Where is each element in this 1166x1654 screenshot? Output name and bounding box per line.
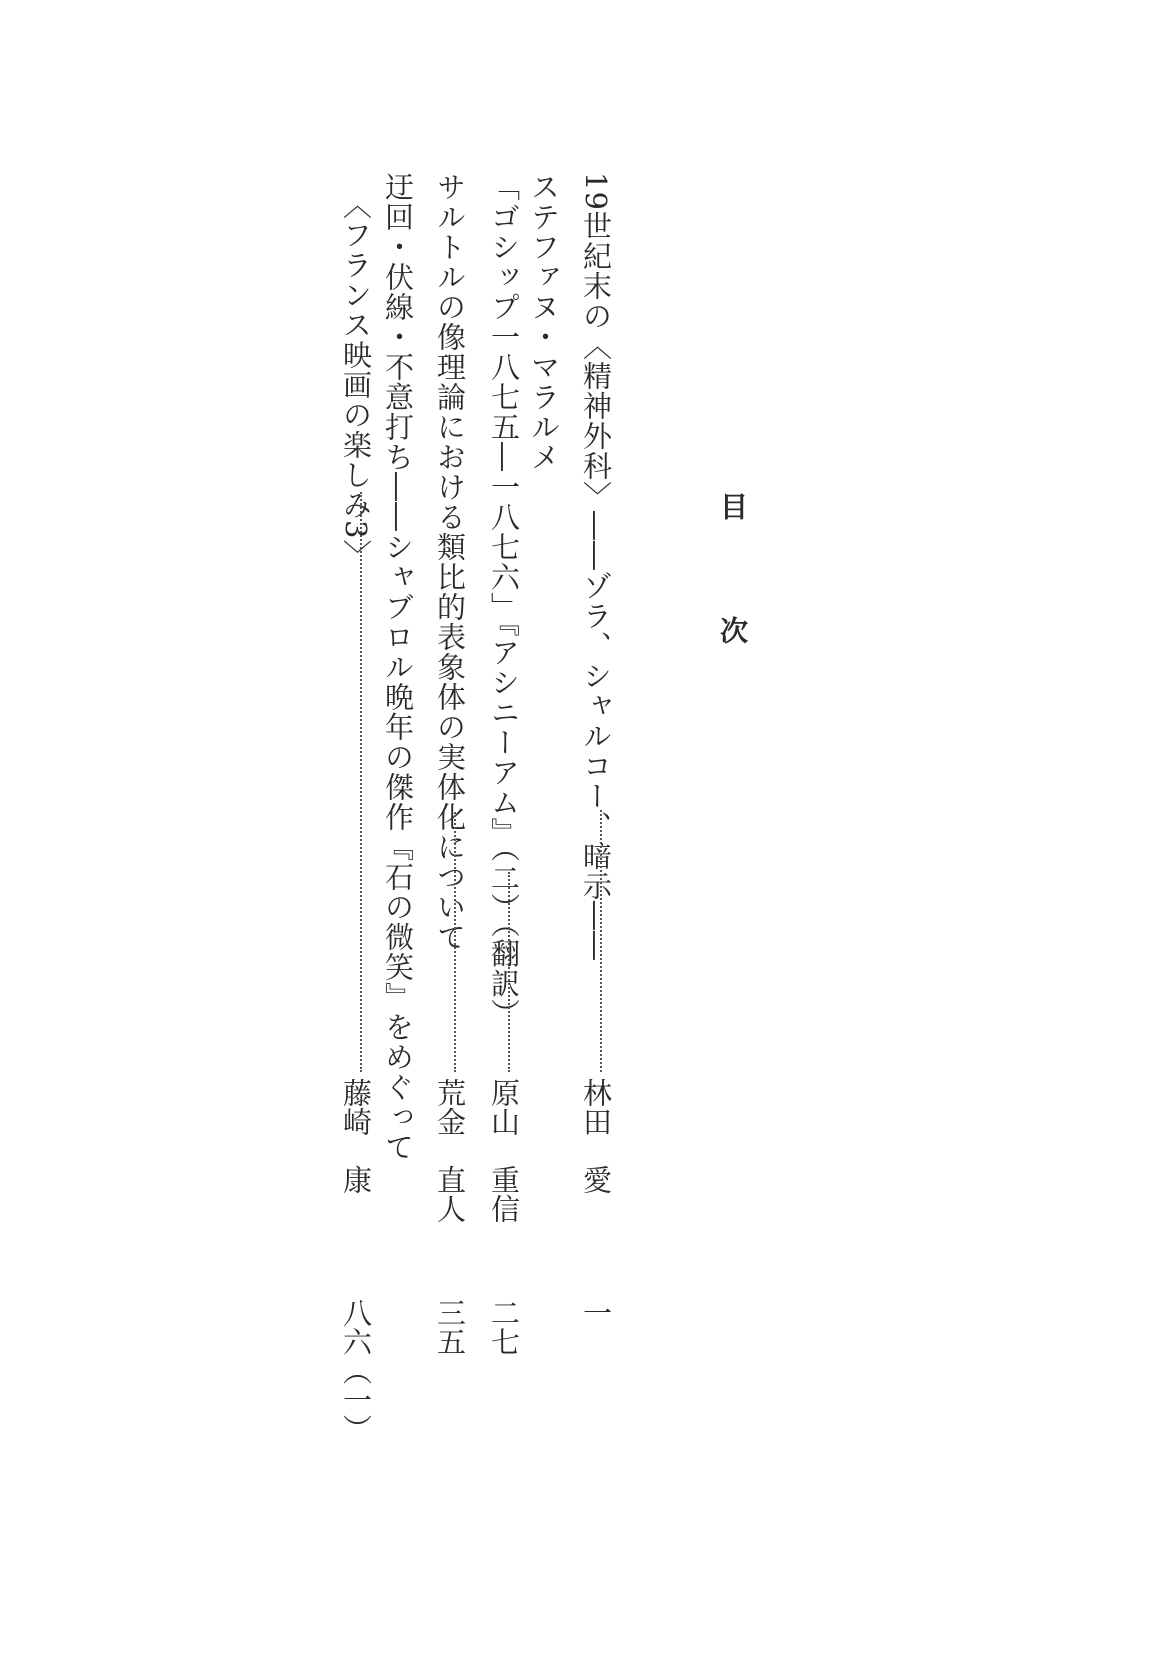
toc-entry-3-page: 三五	[433, 1298, 467, 1356]
toc-entry-2-title-line2: 「ゴシップ一八七五―一八七六」『アシニーアム』（二）（翻訳）	[487, 172, 521, 1029]
toc-entry-4-title-line1: 迂回・伏線・不意打ち――シャブロル晩年の傑作『石の微笑』をめぐって	[381, 172, 415, 1162]
toc-entry-2-author: 原山 重信	[487, 1078, 521, 1223]
toc-entry-2-title-line1: ステファヌ・マラルメ	[527, 172, 561, 472]
toc-entry-2-page: 二七	[487, 1298, 521, 1356]
toc-entry-1-author: 林田 愛	[579, 1078, 613, 1194]
page-title: 目 次	[716, 492, 749, 678]
toc-entry-4-page: 八六（一）	[339, 1298, 373, 1443]
toc-entry-1-leader	[600, 810, 602, 1072]
toc-entry-3-leader	[454, 812, 456, 1072]
toc-entry-3-author: 荒金 直人	[433, 1078, 467, 1223]
toc-entry-4-title-line2: 〈フランス映画の楽しみ3〉	[339, 190, 373, 570]
toc-entry-4-leader	[360, 492, 362, 1072]
toc-entry-1-page: 一	[579, 1298, 613, 1327]
toc-entry-2-leader	[508, 872, 510, 1072]
toc-entry-1-title: 19世紀末の〈精神外科〉――ゾラ、シャルコー、暗示――	[579, 172, 613, 961]
toc-entry-3-title: サルトルの像理論における類比的表象体の実体化について	[433, 172, 467, 952]
toc-entry-4-author: 藤崎 康	[339, 1078, 373, 1194]
